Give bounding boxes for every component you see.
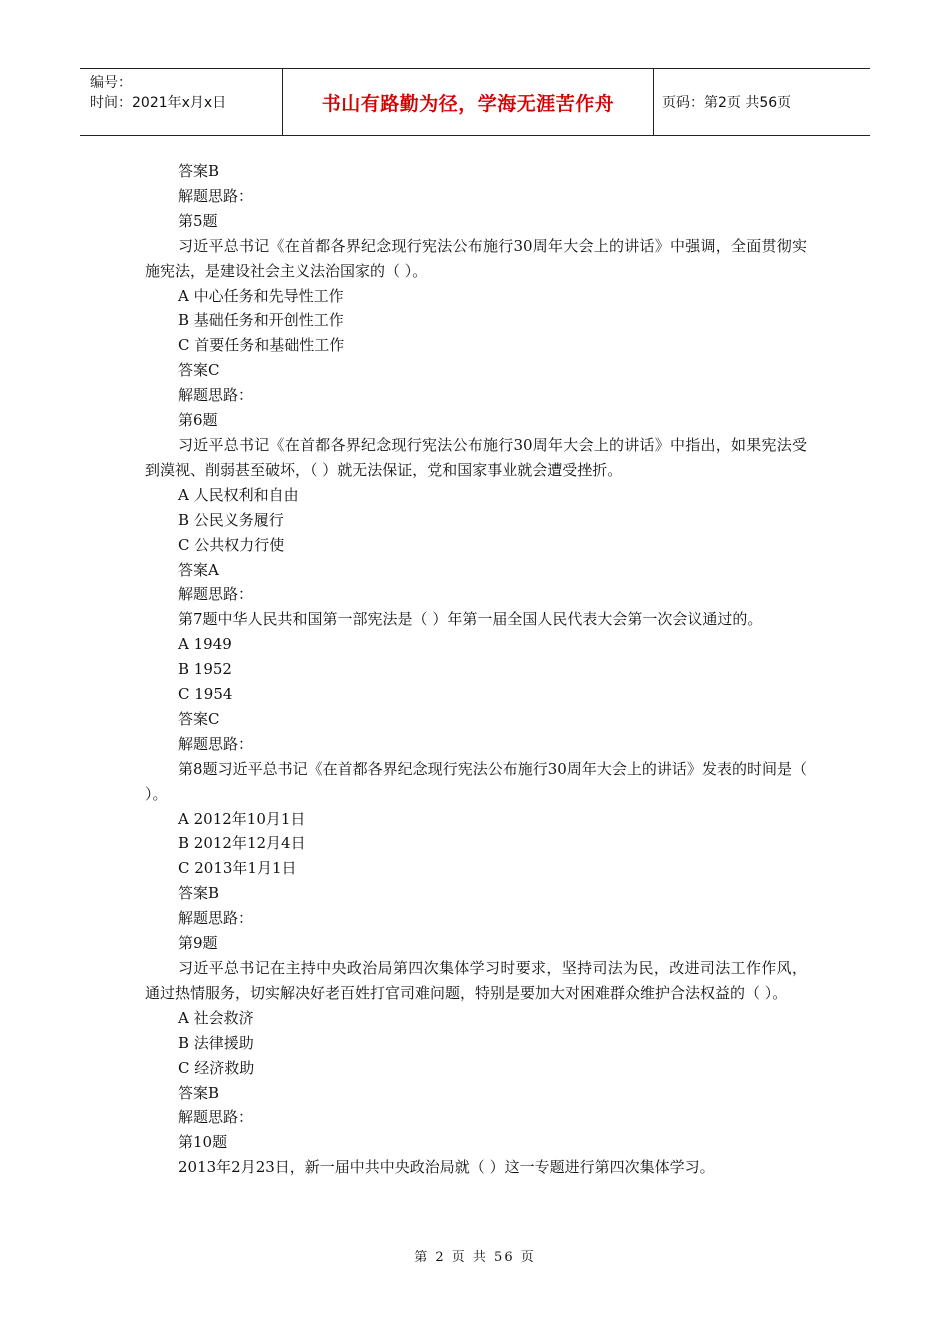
- text-line: C 首要任务和基础性工作: [178, 336, 345, 355]
- text-line: 解题思路：: [178, 386, 254, 405]
- text-line: A 2012年10月1日: [178, 809, 306, 828]
- text-line: 解题思路：: [178, 734, 254, 753]
- header-page-cell: [654, 69, 870, 135]
- text-line: 第10题: [178, 1133, 228, 1152]
- question-paragraph: 习近平总书记《在首都各界纪念现行宪法公布施行30周年大会上的讲话》中强调，全面贯彻实施宪法，是建设社会主义法治国家的（ ）。: [145, 236, 807, 280]
- text-line: B 2012年12月4日: [178, 834, 306, 853]
- document-number-label: 编号：: [90, 75, 132, 91]
- question-paragraph: 第8题习近平总书记《在首都各界纪念现行宪法公布施行30周年大会上的讲话》发表的时间是（ ）。: [145, 759, 807, 803]
- text-line: B 法律援助: [178, 1033, 254, 1052]
- header-motto: 书山有路勤为径，学海无涯苦作舟: [321, 92, 615, 115]
- text-line: C 公共权力行使: [178, 535, 285, 554]
- text-line: 第9题: [178, 934, 218, 953]
- text-line: A 人民权利和自由: [178, 485, 299, 504]
- text-line: 解题思路：: [178, 909, 254, 928]
- text-line: A 中心任务和先导性工作: [178, 286, 344, 305]
- text-line: A 1949: [178, 635, 232, 654]
- question-paragraph: 习近平总书记《在首都各界纪念现行宪法公布施行30周年大会上的讲话》中指出，如果宪法受到漠视、削弱甚至破坏，（ ）就无法保证，党和国家事业就会遭受挫折。: [145, 435, 807, 479]
- text-line: 解题思路：: [178, 186, 254, 205]
- question-paragraph: 习近平总书记在主持中央政治局第四次集体学习时要求，坚持司法为民，改进司法工作作风，通过热情服务，切实解决好老百姓打官司难问题，特别是要加大对困难群众维护合法权益的（ ）。: [145, 959, 807, 1002]
- text-line: B 1952: [178, 660, 232, 679]
- text-line: 解题思路：: [178, 585, 254, 604]
- document-body: [145, 159, 807, 1180]
- text-line: 答案C: [178, 709, 220, 728]
- text-line: 答案B: [178, 162, 220, 180]
- document-date-label: 时间：2021年x月x日: [90, 95, 227, 111]
- text-line: B 基础任务和开创性工作: [178, 311, 344, 330]
- text-line: 答案A: [178, 560, 219, 579]
- page-header: [80, 68, 870, 136]
- text-line: 第6题: [178, 411, 218, 430]
- text-line: B 公民义务履行: [178, 510, 284, 529]
- text-line: 解题思路：: [178, 1108, 254, 1127]
- text-line: C 1954: [178, 685, 233, 704]
- text-line: 答案B: [178, 884, 220, 903]
- text-line: 第5题: [178, 211, 218, 230]
- question-paragraph: 第7题中华人民共和国第一部宪法是（ ）年第一届全国人民代表大会第一次会议通过的。: [178, 610, 763, 629]
- text-line: 答案C: [178, 361, 220, 380]
- page-footer: 第 2 页 共 56 页: [414, 1250, 536, 1265]
- header-motto-cell: [282, 69, 654, 135]
- text-line: C 2013年1月1日: [178, 859, 297, 878]
- text-line: A 社会救济: [178, 1008, 254, 1027]
- header-page-number: 页码：第2页 共56页: [662, 95, 792, 111]
- header-meta: [80, 69, 282, 135]
- text-line: 答案B: [178, 1083, 220, 1102]
- text-line: C 经济救助: [178, 1058, 255, 1077]
- text-line: 2013年2月23日，新一届中共中央政治局就（ ）这一专题进行第四次集体学习。: [178, 1158, 715, 1177]
